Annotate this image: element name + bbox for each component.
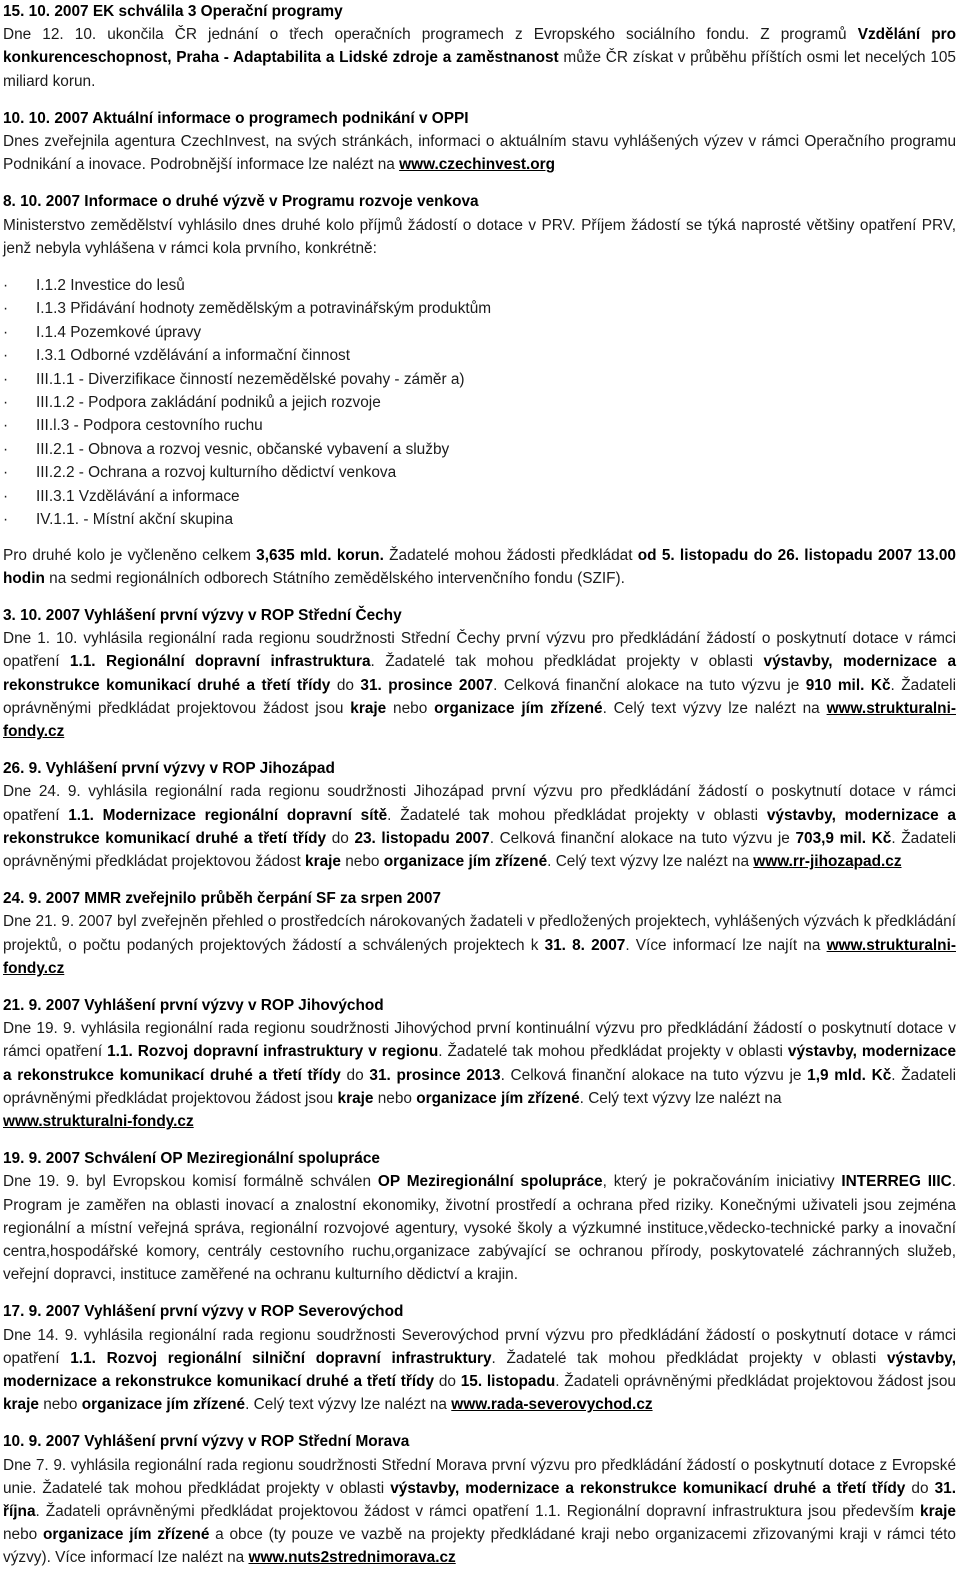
text-run: . Celková finanční alokace na tuto výzvu je: [493, 676, 806, 694]
news-item-body: [3, 214, 956, 260]
bold-text: 23. listopadu 2007: [354, 829, 490, 847]
text-run: . Žadateli oprávněnými předkládat projektovou žádost jsou: [3, 1066, 956, 1107]
bullet-icon: ·: [3, 394, 9, 412]
list-item-label: I.1.3 Přidávání hodnoty zemědělským a potravinářským produktům: [36, 300, 492, 318]
bold-text: 910 mil. Kč: [805, 676, 891, 694]
link-czechinvest-org[interactable]: www.czechinvest.org: [399, 156, 556, 174]
news-item-body: [3, 1324, 956, 1417]
text-run: do: [905, 1479, 935, 1497]
text-run: Dne 19. 9. byl Evropskou komisí formálně schválen: [3, 1173, 378, 1191]
news-item-footer: [3, 544, 956, 590]
text-run: nebo: [386, 699, 435, 717]
link-nuts2strednimorava-cz[interactable]: www.nuts2strednimorava.cz: [248, 1549, 456, 1567]
news-item: [3, 107, 956, 177]
news-item-body: [3, 23, 956, 93]
text-run: Žadatelé mohou žádosti předkládat: [383, 546, 638, 564]
text-run: Dne 24. 9. vyhlásila regionální rada regionu soudržnosti Jihozápad první výzvu pro předkládání žádostí o poskytnutí dotace v rámci opatření: [3, 783, 956, 824]
text-run: nebo: [373, 1089, 417, 1107]
list-item-label: IV.1.1. - Místní akční skupina: [36, 511, 234, 529]
list-item: [3, 368, 956, 391]
news-item: [3, 1147, 956, 1286]
news-item-title: 24. 9. 2007 MMR zveřejnilo průběh čerpání SF za srpen 2007: [3, 890, 441, 908]
news-item: [3, 994, 956, 1133]
news-item: [3, 887, 956, 980]
bold-text: organizace jím zřízené: [81, 1396, 246, 1414]
list-item-label: III.2.1 - Obnova a rozvoj vesnic, občanské vybavení a služby: [36, 440, 450, 458]
news-item-title: 10. 9. 2007 Vyhlášení první výzvy v ROP Střední Morava: [3, 1433, 410, 1451]
bold-text: 3,635 mld. korun.: [256, 546, 384, 564]
list-item-label: III.2.2 - Ochrana a rozvoj kulturního dědictví venkova: [36, 464, 397, 482]
bold-text: od 5. listopadu do 26. listopadu 2007 13.00 hodin: [3, 546, 956, 587]
list-item: [3, 344, 956, 367]
bullet-icon: ·: [3, 440, 9, 458]
list-item-label: I.1.2 Investice do lesů: [36, 277, 185, 295]
text-run: . Žadateli oprávněnými předkládat projektovou žádost: [3, 829, 957, 870]
bold-text: 31. 8. 2007: [544, 936, 626, 954]
text-run: . Žadatelé tak mohou předkládat projekty v oblasti: [387, 806, 767, 824]
news-item-body: [3, 910, 956, 980]
bold-text: kraje: [337, 1089, 374, 1107]
link-rada-severovychod-cz[interactable]: www.rada-severovychod.cz: [451, 1396, 653, 1414]
text-run: . Žadatelé tak mohou předkládat projekty v oblasti: [370, 653, 764, 671]
text-run: . Žadatelé tak mohou předkládat projekty v oblasti: [438, 1043, 788, 1061]
link-rr-jihozapad-cz[interactable]: www.rr-jihozapad.cz: [753, 852, 902, 870]
link-strukturalni-fondy-cz[interactable]: www.strukturalni-fondy.cz: [3, 936, 956, 977]
text-run: . Žadateli oprávněnými předkládat projektovou žádost jsou: [555, 1373, 956, 1390]
bold-text: organizace jím zřízené: [416, 1089, 580, 1107]
bullet-icon: ·: [3, 464, 9, 482]
text-run: . Více informací lze najít na: [625, 936, 827, 954]
text-run: Dne 7. 9. vyhlásila regionální rada regionu soudržnosti Střední Morava první výzvu pro předkládání žádostí o poskytnutí dotace z Evropské unie. Žadatelé tak mohou předkládat projekty v oblasti: [3, 1456, 956, 1497]
bold-text: organizace jím zřízené: [434, 699, 603, 717]
bold-text: 1.1. Modernizace regionální dopravní sítě: [68, 806, 388, 824]
list-item: [3, 414, 956, 437]
news-item-body: [3, 130, 956, 176]
news-item-title: 17. 9. 2007 Vyhlášení první výzvy v ROP Severovýchod: [3, 1303, 404, 1321]
bullet-icon: ·: [3, 300, 9, 318]
text-run: Dne 19. 9. vyhlásila regionální rada regionu soudržnosti Jihovýchod první kontinuální výzvu pro předkládání žádostí o poskytnutí dotace v rámci opatření: [3, 1020, 956, 1061]
text-run: . Celková finanční alokace na tuto výzvu je: [489, 829, 796, 847]
bold-text: 1.1. Rozvoj regionální silniční dopravní infrastruktury: [70, 1349, 492, 1367]
text-run: na sedmi regionálních odborech Státního zemědělského intervenčního fondu (SZIF).: [44, 569, 625, 587]
list-item-label: I.3.1 Odborné vzdělávání a informační činnost: [36, 347, 350, 365]
list-item-label: III.l.3 - Podpora cestovního ruchu: [36, 417, 263, 435]
list-item: [3, 485, 956, 508]
text-run: Dne 1. 10. vyhlásila regionální rada regionu soudržnosti Střední Čechy první výzvu pro předkládání žádostí o poskytnutí dotace v rámci opatření: [3, 630, 956, 671]
list-item-label: III.3.1 Vzdělávání a informace: [36, 487, 240, 505]
bold-text: organizace jím zřízené: [383, 852, 548, 870]
bold-text: kraje: [920, 1503, 956, 1521]
bullet-icon: ·: [3, 417, 9, 435]
text-run: nebo: [340, 852, 384, 870]
news-item-title: 15. 10. 2007 EK schválila 3 Operační programy: [3, 3, 343, 20]
text-run: Dne 12. 10. ukončila ČR jednání o třech operačních programech z Evropského sociálního fondu. Z programů: [3, 26, 858, 44]
news-item: [3, 604, 956, 743]
news-item-title: 8. 10. 2007 Informace o druhé výzvě v Programu rozvoje venkova: [3, 193, 479, 211]
text-run: nebo: [3, 1526, 44, 1544]
text-run: Dne 14. 9. vyhlásila regionální rada regionu soudržnosti Severovýchod první výzvu pro předkládání žádostí o poskytnutí dotace v rámci opatření: [3, 1326, 956, 1367]
news-item-body: [3, 780, 956, 873]
bold-text: výstavby, modernizace a rekonstrukce komunikací druhé a třetí třídy: [390, 1479, 906, 1497]
news-item-title: 26. 9. Vyhlášení první výzvy v ROP Jihozápad: [3, 760, 335, 778]
bold-text: výstavby, modernizace a rekonstrukce komunikací druhé a třetí třídy: [3, 1043, 957, 1084]
text-run: Dne 21. 9. 2007 byl zveřejněn přehled o prostředcích nárokovaných žadateli v předložených projektech, vyhlášených výzvách k předkládání projektů, o počtu podaných projektových žádostí a schválených projektech k: [3, 913, 956, 954]
bold-text: OP Meziregionální spolupráce: [377, 1173, 603, 1191]
news-item-title: 3. 10. 2007 Vyhlášení první výzvy v ROP Střední Čechy: [3, 606, 402, 624]
text-run: . Program je zaměřen na oblasti inovací a znalostní ekonomiky, životní prostředí a ochrana před riziky. Konečnými uživateli jsou zejména regionální a místní veřejná správa, regionální rozvojové agentury, vysoké školy a výzkumné instituce,vědecko-technické parky a inovační centra,hospodářské komory, centrály cestovního ruchu,organizace zabývající se ochranou přírody, poskytovatelé záchranných služeb, veřejní dopravci, instituce zaměřené na ochranu kulturního dědictví a krajin.: [3, 1173, 957, 1284]
bold-text: výstavby, modernizace a rekonstrukce komunikací druhé a třetí třídy: [3, 1349, 956, 1390]
measures-list: [3, 274, 956, 531]
bold-text: 31. prosince 2007: [360, 676, 494, 694]
bullet-icon: ·: [3, 277, 9, 295]
list-item: [3, 274, 956, 297]
text-run: Pro druhé kolo je vyčleněno celkem: [3, 546, 257, 564]
text-run: . Žadatelé tak mohou předkládat projekty v oblasti: [491, 1349, 887, 1367]
bold-text: Vzdělání pro konkurenceschopnost, Praha - Adaptabilita a Lidské zdroje a zaměstnanost: [3, 26, 956, 67]
news-item: [3, 1430, 956, 1569]
text-run: nebo: [38, 1396, 82, 1414]
news-item-title: 19. 9. 2007 Schválení OP Meziregionální spolupráce: [3, 1150, 380, 1168]
text-run: , který je pokračováním iniciativy: [602, 1173, 842, 1191]
list-item: [3, 461, 956, 484]
bold-text: výstavby, modernizace a rekonstrukce komunikací druhé a třetí třídy: [3, 653, 956, 694]
text-run: . Celková finanční alokace na tuto výzvu je: [500, 1066, 808, 1084]
text-run: do: [434, 1373, 461, 1390]
news-item-body: [3, 1017, 956, 1133]
list-item-label: III.1.1 - Diverzifikace činností nezemědělské povahy - záměr a): [36, 370, 465, 388]
news-item-title: 10. 10. 2007 Aktuální informace o programech podnikání v OPPI: [3, 109, 469, 127]
bold-text: organizace jím zřízené: [43, 1526, 210, 1544]
bold-text: 31. října: [3, 1479, 957, 1521]
news-item: [3, 190, 956, 589]
text-run: do: [326, 829, 355, 847]
news-item: [3, 0, 956, 93]
list-item: [3, 508, 956, 531]
bold-text: 31. prosince 2013: [369, 1066, 501, 1084]
bold-text: kraje: [305, 852, 341, 870]
text-run: do: [340, 1066, 370, 1084]
news-item-body: [3, 1170, 956, 1286]
bold-text: výstavby, modernizace a rekonstrukce komunikací druhé a třetí třídy: [3, 806, 956, 847]
bold-text: 1,9 mld. Kč: [807, 1066, 892, 1084]
news-item-title: 21. 9. 2007 Vyhlášení první výzvy v ROP Jihovýchod: [3, 996, 384, 1014]
news-item-body: [3, 627, 956, 743]
bold-text: INTERREG IIIC: [841, 1173, 952, 1191]
text-run: a obce (ty pouze ve vazbě na projekty předkládané kraji nebo organizacemi zřizovanými kraji v rámci této výzvy). Více informací lze nalézt na: [3, 1526, 956, 1567]
text-run: může ČR získat v průběhu příštích osmi let necelých 105 miliard korun.: [3, 49, 956, 90]
list-item: [3, 297, 956, 320]
text-run: do: [330, 676, 361, 694]
text-run: . Celý text výzvy lze nalézt na: [547, 852, 754, 870]
bold-text: 1.1. Regionální dopravní infrastruktura: [69, 653, 371, 671]
bold-text: kraje: [350, 699, 387, 717]
bullet-icon: ·: [3, 487, 9, 505]
news-item: [3, 1300, 956, 1416]
bullet-icon: ·: [3, 323, 9, 341]
list-item: [3, 438, 956, 461]
list-item: [3, 321, 956, 344]
text-run: . Celý text výzvy lze nalézt na: [579, 1089, 782, 1107]
link-strukturalni-fondy-cz[interactable]: www.strukturalni-fondy.cz: [3, 1112, 194, 1130]
bold-text: kraje: [3, 1396, 39, 1414]
text-run: . Celý text výzvy lze nalézt na: [602, 699, 827, 717]
bold-text: 703,9 mil. Kč: [795, 829, 892, 847]
list-item-label: I.1.4 Pozemkové úpravy: [36, 323, 202, 341]
text-run: . Celý text výzvy lze nalézt na: [245, 1396, 452, 1414]
news-item: [3, 757, 956, 873]
bullet-icon: ·: [3, 511, 9, 529]
news-item-body: [3, 1454, 956, 1570]
bold-text: 1.1. Rozvoj dopravní infrastruktury v regionu: [107, 1043, 439, 1061]
list-item-label: III.1.2 - Podpora zakládání podniků a jejich rozvoje: [36, 394, 381, 412]
text-run: . Žadateli oprávněnými předkládat projektovou žádost v rámci opatření 1.1. Regionální dopravní infrastruktura jsou především: [35, 1503, 921, 1521]
bullet-icon: ·: [3, 347, 9, 365]
bullet-icon: ·: [3, 370, 9, 388]
text-run: Ministerstvo zemědělství vyhlásilo dnes druhé kolo příjmů žádostí o dotace v PRV. Příjem žádostí se týká naprosté většiny opatření PRV, jenž nebyla vyhlášena v rámci kola prvního, konkrétně:: [3, 216, 956, 257]
text-run: Dnes zveřejnila agentura CzechInvest, na svých stránkách, informaci o aktuálním stavu vyhlášených výzev v rámci Operačního programu Podnikání a inovace. Podrobnější informace lze nalézt na: [3, 133, 956, 174]
text-run: . Žadateli oprávněnými předkládat projektovou žádost jsou: [3, 676, 957, 717]
bold-text: 15. listopadu: [460, 1373, 556, 1390]
list-item: [3, 391, 956, 414]
link-strukturalni-fondy-cz[interactable]: www.strukturalni-fondy.cz: [3, 699, 956, 740]
